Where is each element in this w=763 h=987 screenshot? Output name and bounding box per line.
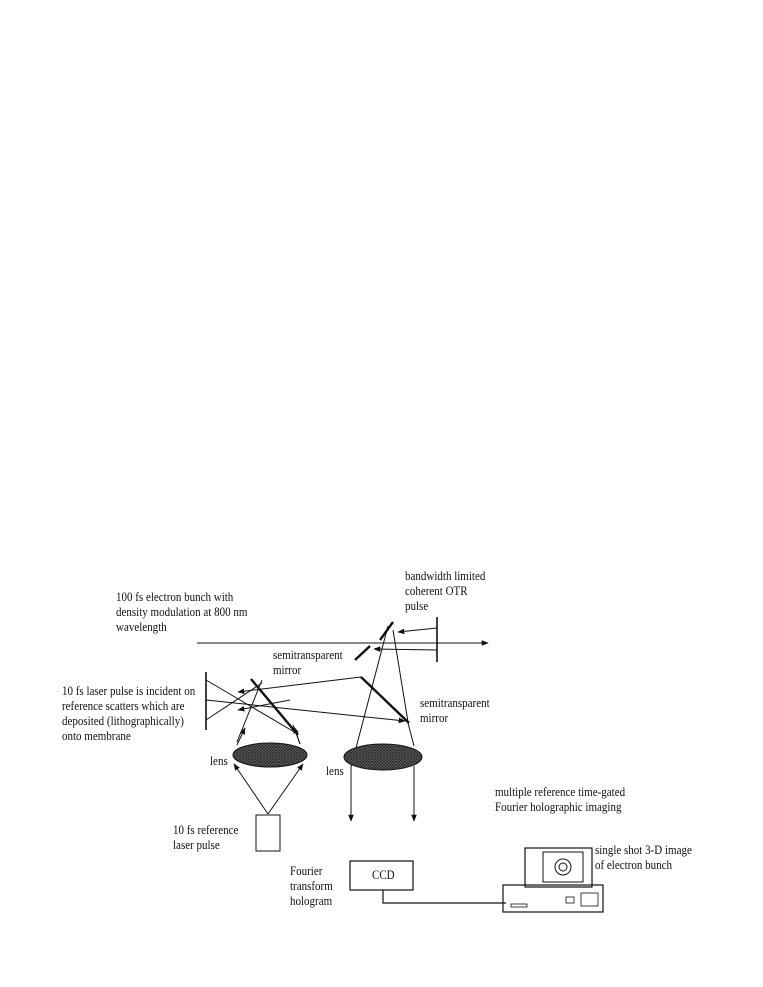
laser-incident-label: 10 fs laser pulse is incident on reference scatters which are deposited (lithographically) onto membrane <box>62 684 196 743</box>
imaging-method-label: multiple reference time-gated Fourier holographic imaging <box>495 785 626 814</box>
lens-right-shape <box>344 744 422 770</box>
ccd-cable <box>383 890 506 903</box>
result-image-label: single shot 3-D image of electron bunch <box>595 843 692 872</box>
computer-base <box>503 885 603 912</box>
computer-monitor <box>525 848 592 887</box>
semitransparent-mirror-right-label: semitransparent mirror <box>420 696 490 725</box>
disk-drive-panel <box>581 893 598 906</box>
ray-up-left <box>237 728 245 745</box>
ray-up-right <box>294 727 300 744</box>
hologram-label: Fourier transform hologram <box>290 864 333 908</box>
otr-ray-1 <box>398 628 437 632</box>
ray-mirror-to-lens-right <box>408 723 414 746</box>
screen-image-inner <box>559 863 567 871</box>
monitor-screen <box>543 852 583 882</box>
lens-right-label: lens <box>326 764 344 778</box>
electron-bunch-label: 100 fs electron bunch with density modulation at 800 nm wavelength <box>116 590 248 634</box>
reference-laser-box <box>256 815 280 851</box>
semitransparent-mirror-top-label: semitransparent mirror <box>273 648 343 677</box>
disk-drive-slot <box>511 904 527 907</box>
lens-left-shape <box>233 743 307 767</box>
ray-laser-to-lens-right <box>268 764 303 814</box>
small-mirror-lower <box>355 646 370 660</box>
ray-laser-to-lens-left <box>234 764 268 814</box>
disk-drive-button <box>566 897 574 903</box>
lens-left-label: lens <box>210 754 228 768</box>
ccd-label: CCD <box>372 868 395 882</box>
otr-ray-2 <box>374 649 437 650</box>
otr-pulse-label: bandwidth limited coherent OTR pulse <box>405 569 486 613</box>
screen-image-outer <box>555 859 571 875</box>
ray-membrane-to-mirror-1 <box>206 700 405 721</box>
reference-pulse-label: 10 fs reference laser pulse <box>173 823 239 852</box>
